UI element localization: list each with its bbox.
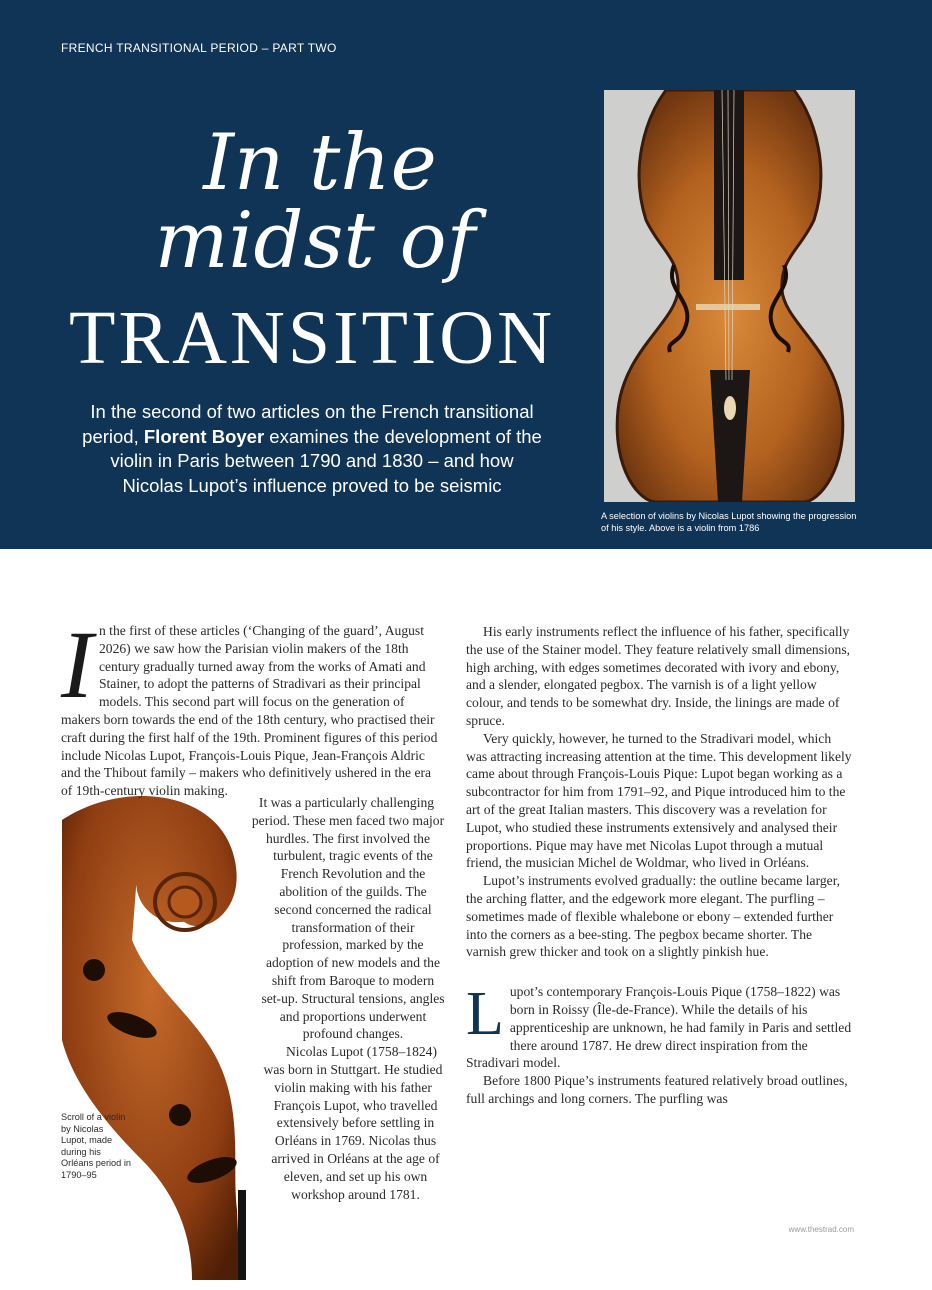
- headline-line-1: In the: [203, 118, 437, 208]
- headline-line-3: TRANSITION: [69, 296, 555, 380]
- section-kicker: FRENCH TRANSITIONAL PERIOD – PART TWO: [61, 41, 337, 55]
- paragraph-intro: [61, 611, 445, 800]
- paragraph-5: Very quickly, however, he turned to the Stradivari model, which was attracting increasing attention at the time. This development likely came about through François-Louis Pique: Lupot began working as a subcontractor for him from 1791–92, and Pique introduced him to the art of the great Italian masters. This discovery was a revelation for Lupot, who studied these instruments extensively and analysed their proportions. Pique may have met Nicolas Lupot through a mutual friend, the musician Michel de Woldmar, who lived in Orléans.: [466, 730, 852, 871]
- paragraph-4: His early instruments reflect the influence of his father, specifically the use of the Stainer model. They feature relatively small dimensions, high arching, with edges sometimes decorated with ivory and ebony, and a slender, elongated pegbox. The varnish is of a light yellow colour, and tends to be somewhat dry. Inside, the linings are made of spruce.: [466, 624, 851, 728]
- paragraph-8: Before 1800 Pique’s instruments featured relatively broad outlines, full archings and long corners. The purfling was: [466, 1073, 848, 1106]
- paragraph-2: It was a particularly challenging period. These men faced two major hurdles. The first involved the turbulent, tragic events of the French Revolution and the abolition of the guilds. The second concerned the radical transformation of their profession, marked by the adoption of new models and the shift from Baroque to modern set-up. Structural tensions, angles and proportions underwent profound changes.: [251, 795, 445, 1042]
- photo-caption: A selection of violins by Nicolas Lupot showing the progression of his style. Above is a violin from 1786: [601, 511, 857, 533]
- standfirst-text-b: examines the development of the violin in Paris between 1790 and 1830 – and how Nicolas Lupot’s influence proved to be seismic: [110, 425, 542, 496]
- drop-cap-l: L: [466, 980, 504, 1049]
- standfirst-text-a: In the second of two articles on the French transitional period,: [82, 401, 534, 447]
- paragraph-3-text: Nicolas Lupot (1758–1824) was born in Stuttgart. He studied violin making with his father François Lupot, who travelled extensively before settling in Orléans in 1769. Nicolas thus arrived in Orléans at the age of eleven, and set up his own workshop around 1781.: [263, 1044, 443, 1202]
- headline-line-2: midst of: [154, 196, 476, 286]
- paragraph-intro-text: n the first of these articles (‘Changing of the guard’, August 2026) we saw how the Parisian violin makers of the 18th century gradually turned away from the works of Amati and Stainer, to adopt the patterns of Stradivari as their principal models. This second part will focus on the generation of makers born towards the end of the 18th century, who practised their craft during the first half of the 19th. Prominent figures of this period include Nicolas Lupot, François-Louis Pique, Jean-François Aldric and the Thibout family – makers who definitively ushered in the era of 19th-century violin making.: [61, 623, 438, 799]
- article-column-left: [61, 611, 445, 800]
- article-header: [0, 0, 932, 549]
- paragraph-7: [466, 980, 854, 1072]
- paragraph-6: Lupot’s instruments evolved gradually: the outline became larger, the arching flatter, and the edgework more elegant. The purfling – sometimes made of flexible whalebone or ebony – extended further into the corners as a bee-sting. The pegbox became shorter. The varnish grew thicker and took on a slightly pinkish hue.: [466, 873, 841, 960]
- violin-photo: [604, 90, 855, 502]
- footer-url: www.thestrad.com: [788, 1225, 854, 1234]
- article-column-left-wrap: [61, 794, 445, 1290]
- scroll-caption: Scroll of a violin by Nicolas Lupot, made during his Orléans period in 1790–95: [61, 1112, 131, 1180]
- drop-cap: I: [61, 611, 93, 718]
- author-name: Florent Boyer: [143, 425, 265, 447]
- paragraph-7-text: upot’s contemporary François-Louis Pique (1758–1822) was born in Roissy (Île-de-France). While the details of his apprenticeship are unknown, he had family in Paris and settled there around 1787. He drew direct inspiration from the Stradivari model.: [466, 984, 852, 1071]
- article-column-right: [466, 623, 854, 1108]
- standfirst: [82, 400, 542, 498]
